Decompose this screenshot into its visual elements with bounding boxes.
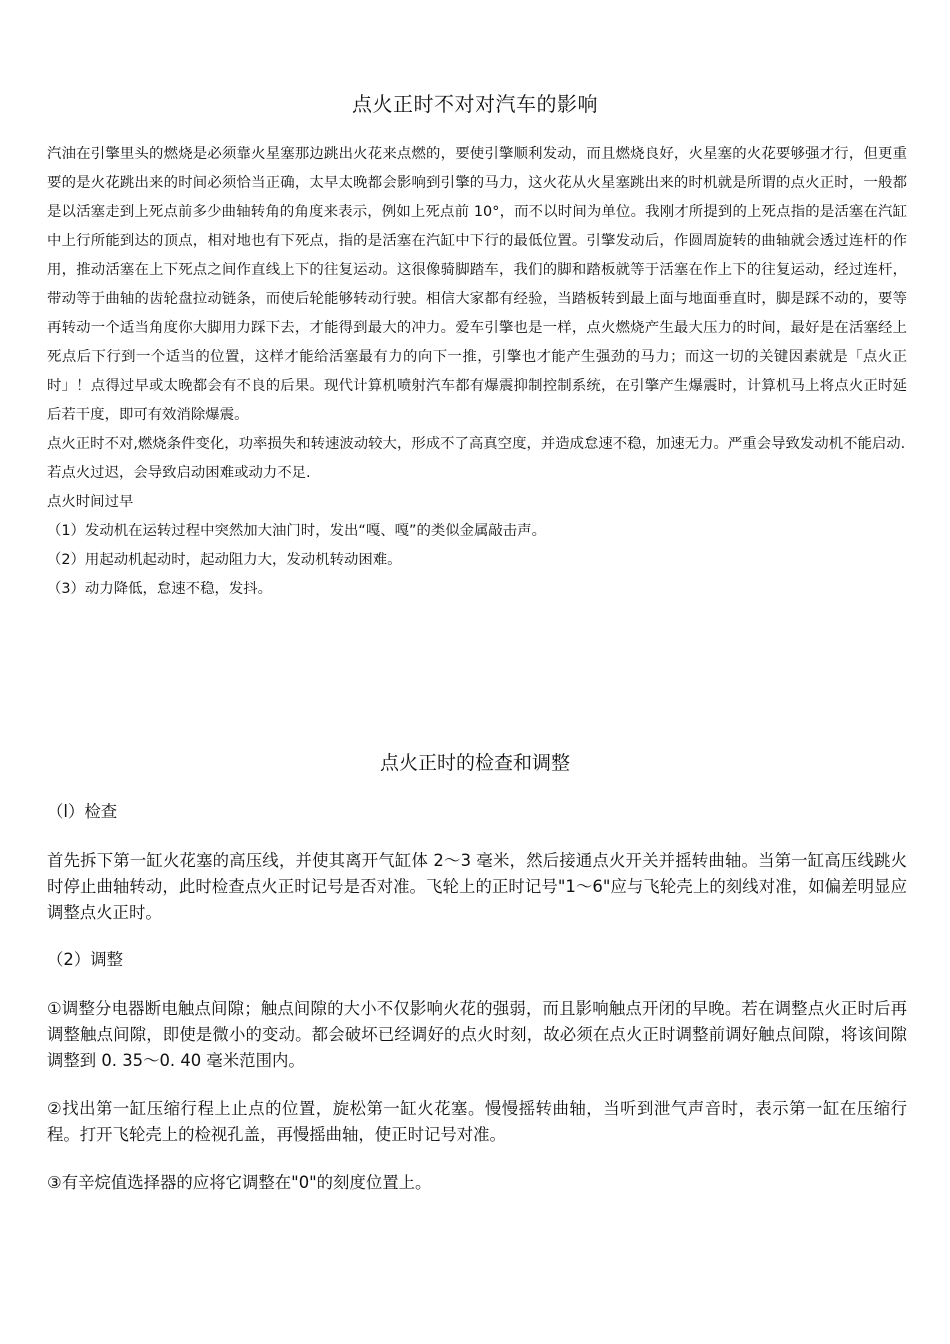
symptom-item: （3）动力降低，怠速不稳，发抖。 <box>47 581 273 597</box>
check-heading <box>47 799 907 825</box>
symptom-item: （2）用起动机起动时，起动阻力大，发动机转动困难。 <box>47 552 402 568</box>
adjust-step-2-text: ②找出第一缸压缩行程上止点的位置，旋松第一缸火花塞。慢慢摇转曲轴，当听到泄气声音时，表示第一缸在压缩行程。打开飞轮壳上的检视孔盖，再慢摇曲轴，使正时记号对准。 <box>47 1099 907 1144</box>
check-paragraph-text: 首先拆下第一缸火花塞的高压线，并使其离开气缸体 2～3 毫米，然后接通点火开关并摇转曲轴。当第一缸高压线跳火时停止曲轴转动，此时检查点火正时记号是否对准。飞轮上的正时记号"1～6"应与飞轮壳上的刻线对准，如偏差明显应调整点火正时。 <box>47 851 907 922</box>
adjust-step-1-text: ①调整分电器断电触点间隙；触点间隙的大小不仅影响火花的强弱，而且影响触点开闭的早晚。若在调整点火正时后再调整触点间隙，即使是微小的变动。都会破坏已经调好的点火时刻，故必须在点火正时调整前调好触点间隙，将该间隙调整到 0. 35～0. 40 毫米范围内。 <box>47 999 907 1070</box>
adjust-step-3-text: ③有辛烷值选择器的应将它调整在"0"的刻度位置上。 <box>47 1173 432 1192</box>
adjust-heading-text: （2）调整 <box>47 950 123 969</box>
symptom-item: （1）发动机在运转过程中突然加大油门时，发出“嘎、嘎”的类似金属敲击声。 <box>47 523 546 539</box>
document-title: 点火正时不对对汽车的影响 <box>352 92 598 116</box>
check-heading-text: （l）检查 <box>47 802 118 821</box>
late-ignition-paragraph: 若点火过迟，会导致启动困难或动力不足. <box>47 465 311 481</box>
intro-section <box>47 140 907 604</box>
section-title: 点火正时的检查和调整 <box>379 752 570 774</box>
timing-wrong-paragraph: 点火正时不对,燃烧条件变化，功率损失和转速波动较大，形成不了高真空度，并造成怠速不稳，加速无力。严重会导致发动机不能启动. <box>47 436 906 452</box>
adjust-heading <box>47 947 907 973</box>
adjust-step-3 <box>47 1170 907 1196</box>
check-paragraph <box>47 848 907 926</box>
early-ignition-heading: 点火时间过早 <box>47 494 134 510</box>
adjust-step-2 <box>47 1096 907 1148</box>
intro-paragraph: 汽油在引擎里头的燃烧是必须靠火星塞那边跳出火花来点燃的，要使引擎顺利发动，而且燃烧良好，火星塞的火花要够强才行，但更重要的是火花跳出来的时间必须恰当正确，太早太晚都会影响到引擎的马力，这火花从火星塞跳出来的时机就是所谓的点火正时，一般都是以活塞走到上死点前多少曲轴转角的角度来表示，例如上死点前 10°，而不以时间为单位。我刚才所提到的上死点指的是活塞在汽缸中上行所能到达的顶点，相对地也有下死点，指的是活塞在汽缸中下行的最低位置。引擎发动后，作圆周旋转的曲轴就会透过连杆的作用，推动活塞在上下死点之间作直线上下的往复运动。这很像骑脚踏车，我们的脚和踏板就等于活塞在作上下的往复运动，经过连杆，带动等于曲轴的齿轮盘拉动链条，而使后轮能够转动行驶。相信大家都有经验，当踏板转到最上面与地面垂直时，脚是踩不动的，要等再转动一个适当角度你大脚用力踩下去，才能得到最大的冲力。爱车引擎也是一样，点火燃烧产生最大压力的时间，最好是在活塞经上死点后下行到一个适当的位置，这样才能给活塞最有力的向下一推，引擎也才能产生强劲的马力；而这一切的关键因素就是「点火正时」！点得过早或太晚都会有不良的后果。现代计算机喷射汽车都有爆震抑制控制系统，在引擎产生爆震时，计算机马上将点火正时延后若干度，即可有效消除爆震。 <box>47 146 907 423</box>
adjust-step-1 <box>47 996 907 1074</box>
